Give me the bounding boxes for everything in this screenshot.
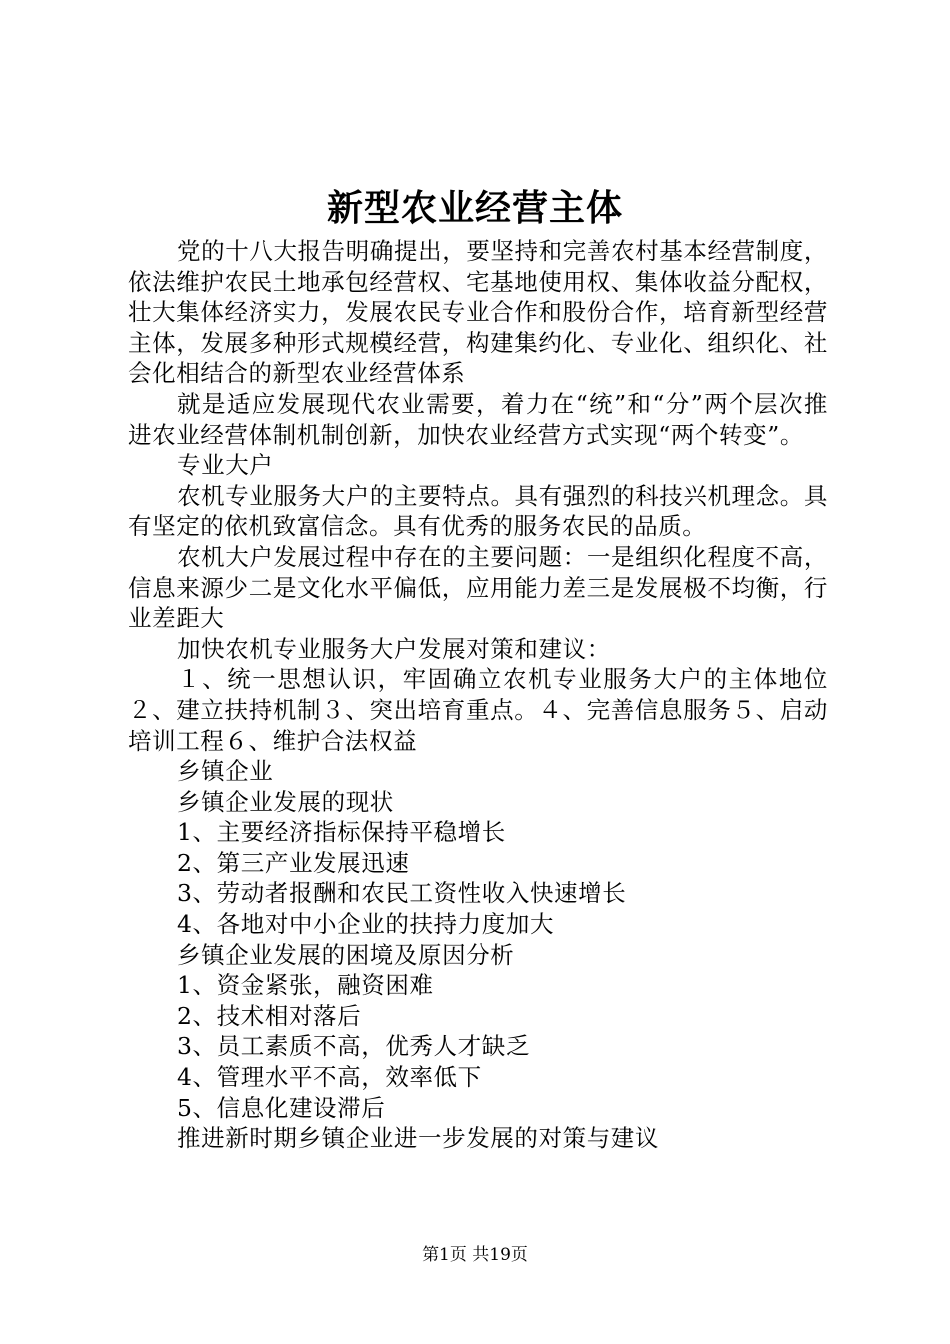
paragraph: 农机专业服务大户的主要特点。具有强烈的科技兴机理念。具有坚定的依机致富信念。具有优秀的服务农民的品质。 bbox=[128, 481, 828, 541]
list-item: 4、各地对中小企业的扶持力度加大 bbox=[177, 910, 555, 939]
list-item: 3、员工素质不高，优秀人才缺乏 bbox=[177, 1032, 530, 1061]
paragraph: 就是适应发展现代农业需要，着力在“统”和“分”两个层次推进农业经营体制机制创新，加快农业经营方式实现“两个转变”。 bbox=[128, 389, 828, 449]
list-item: 2、技术相对落后 bbox=[177, 1001, 362, 1030]
list-item: 3、劳动者报酬和农民工资性收入快速增长 bbox=[177, 879, 627, 908]
paragraph: 农机大户发展过程中存在的主要问题：一是组织化程度不高，信息来源少二是文化水平偏低，应用能力差三是发展极不均衡，行业差距大 bbox=[128, 542, 828, 633]
paragraph: 加快农机专业服务大户发展对策和建议： bbox=[177, 634, 611, 663]
document-title: 新型农业经营主体 bbox=[326, 187, 623, 229]
subsection-heading: 推进新时期乡镇企业进一步发展的对策与建议 bbox=[177, 1124, 659, 1153]
section-heading: 专业大户 bbox=[177, 451, 274, 480]
document-body bbox=[128, 236, 828, 1154]
section-heading: 乡镇企业 bbox=[177, 757, 274, 786]
page-footer: 第1页 共19页 bbox=[422, 1245, 528, 1265]
list-item: 1、主要经济指标保持平稳增长 bbox=[177, 818, 506, 847]
list-item: 2、第三产业发展迅速 bbox=[177, 848, 410, 877]
list-item: 1、资金紧张，融资困难 bbox=[177, 971, 434, 1000]
paragraph: １、统一思想认识，牢固确立农机专业服务大户的主体地位２、建立扶持机制３、突出培育重点。４、完善信息服务５、启动培训工程６、维护合法权益 bbox=[128, 665, 828, 755]
paragraph: 党的十八大报告明确提出，要坚持和完善农村基本经营制度，依法维护农民土地承包经营权、宅基地使用权、集体收益分配权，壮大集体经济实力，发展农民专业合作和股份合作，培育新型经营主体，发展多种形式规模经营，构建集约化、专业化、组织化、社会化相结合的新型农业经营体系 bbox=[128, 237, 828, 388]
list-item: 4、管理水平不高，效率低下 bbox=[177, 1063, 482, 1092]
list-item: 5、信息化建设滞后 bbox=[177, 1093, 386, 1122]
subsection-heading: 乡镇企业发展的现状 bbox=[177, 787, 394, 816]
subsection-heading: 乡镇企业发展的困境及原因分析 bbox=[177, 940, 515, 969]
